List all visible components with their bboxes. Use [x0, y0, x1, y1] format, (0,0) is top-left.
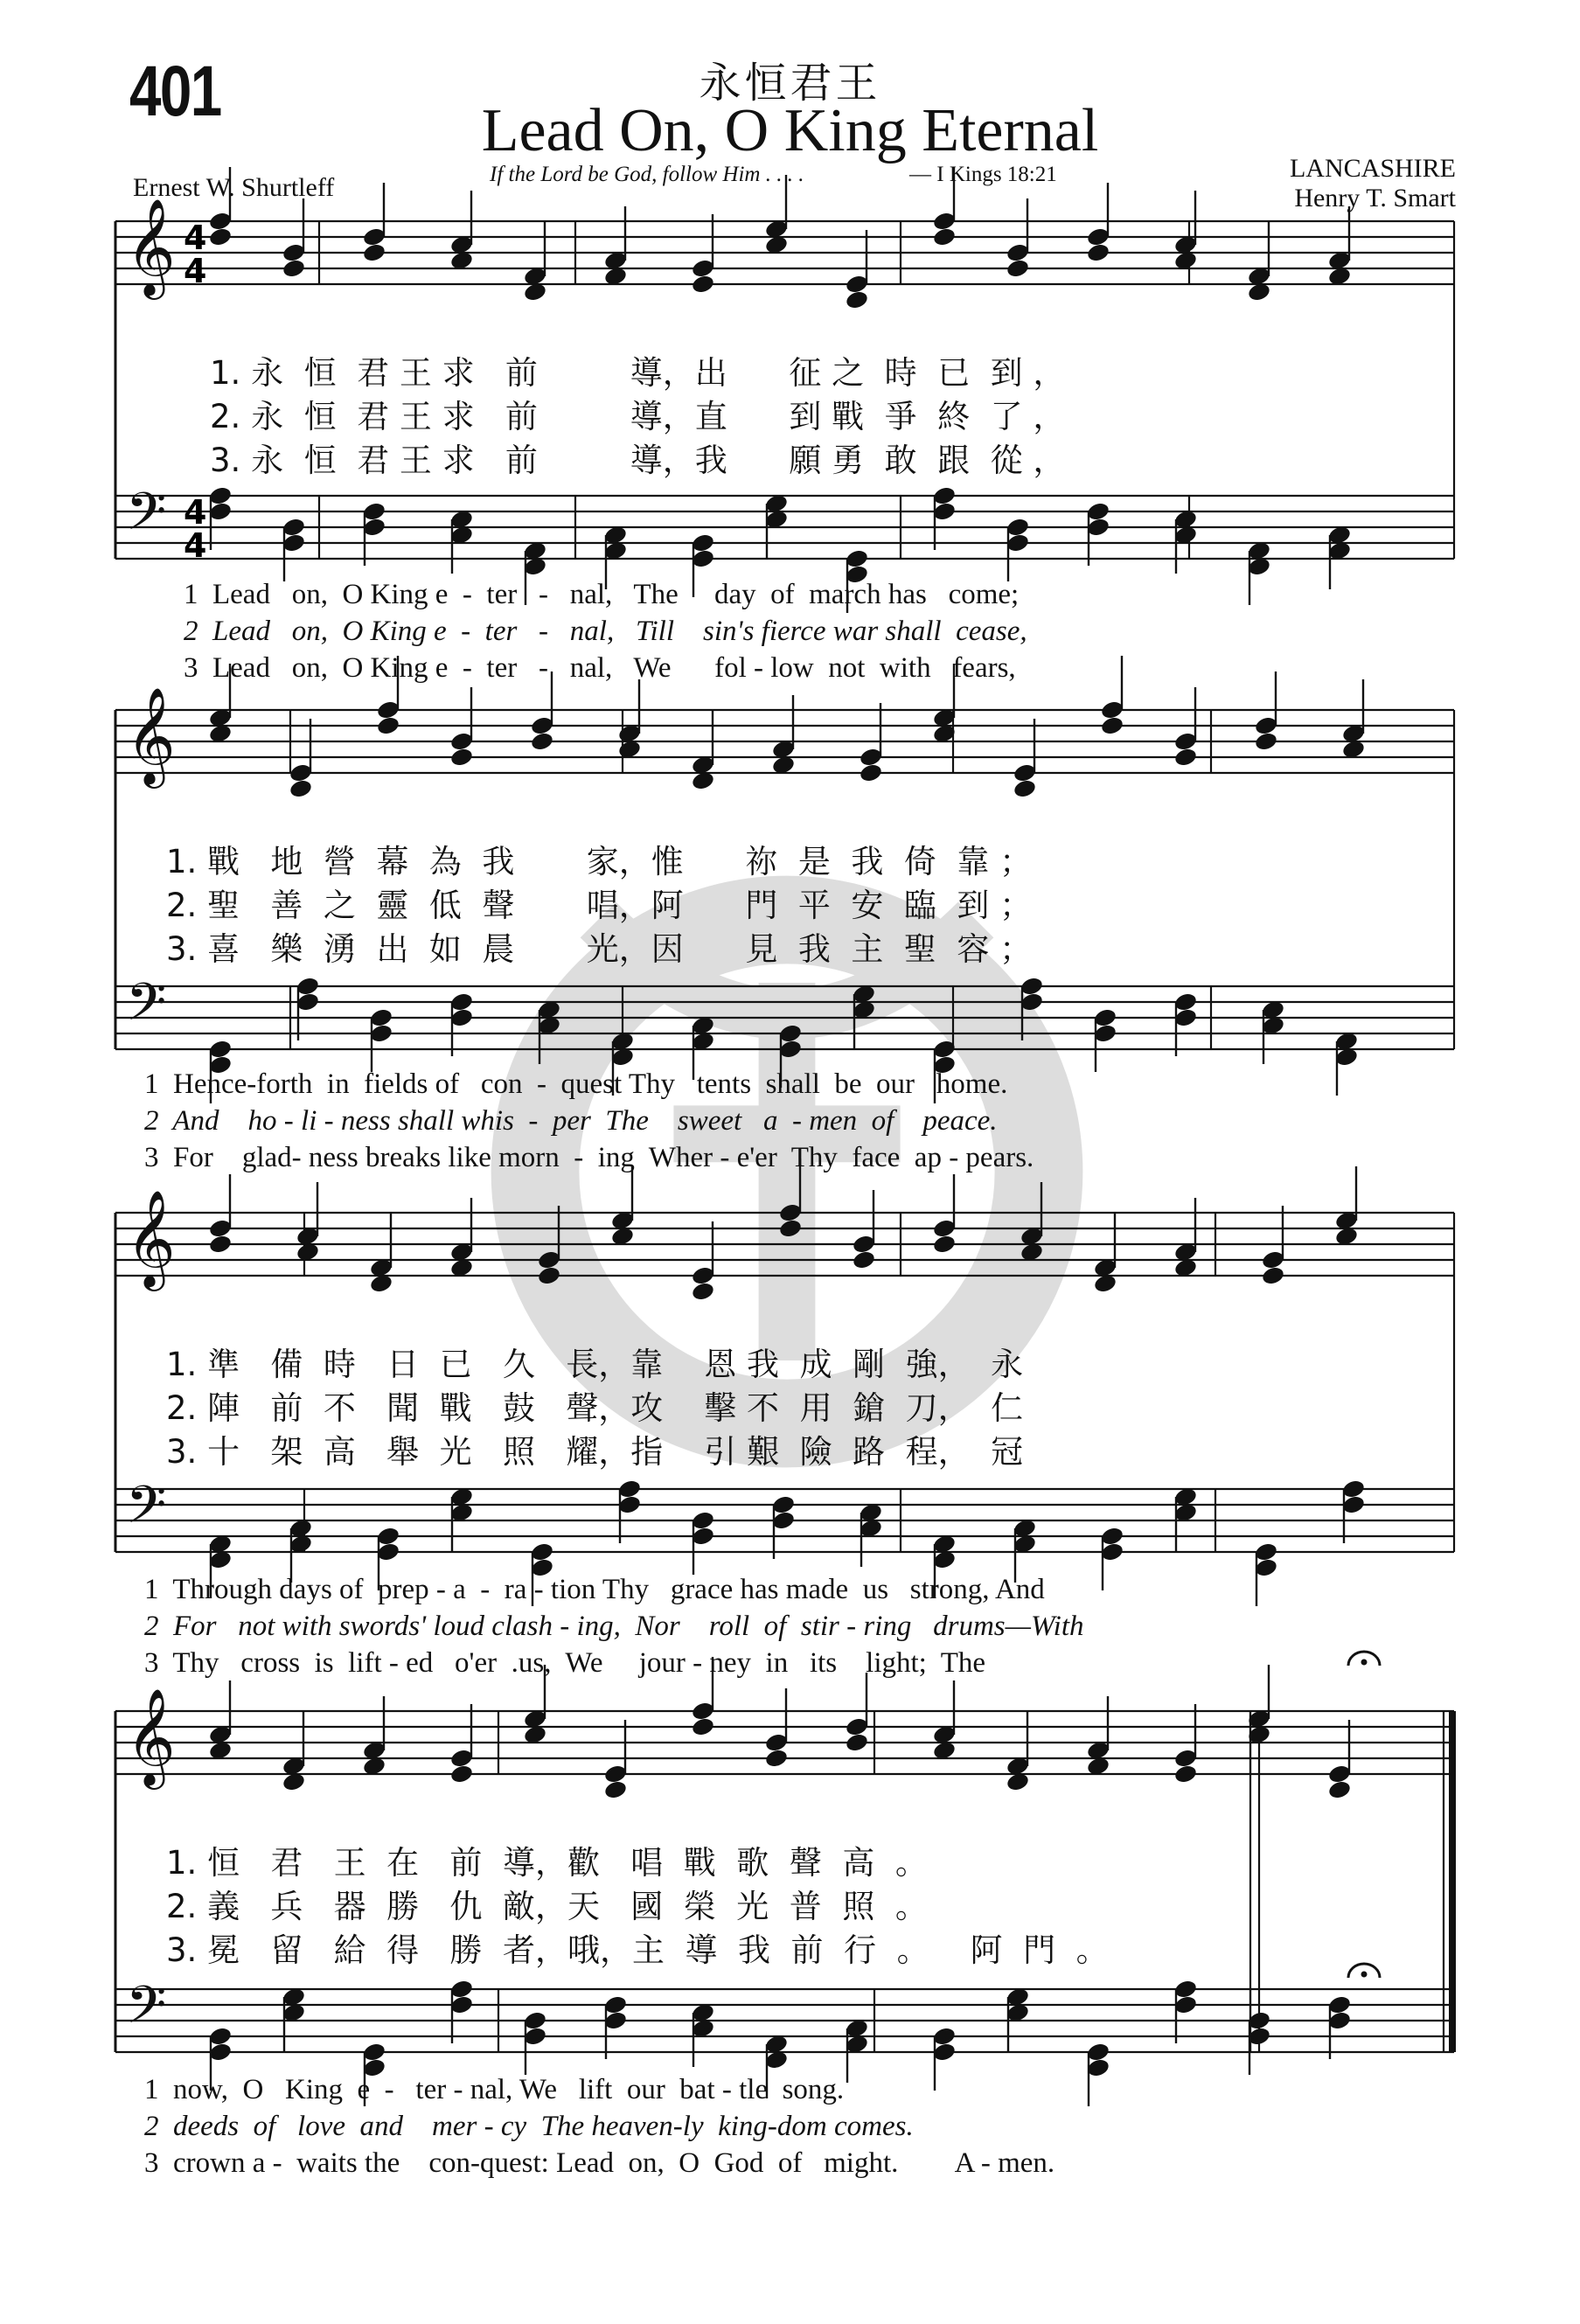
notehead	[845, 289, 869, 310]
lyric-zh-s2-v3: 3. 喜 樂 湧 出 如 晨 光，因 見 我 主 聖 容 ；	[166, 930, 1033, 968]
lyric-zh-s4-v1: 1. 恒 君 王 在 前 導，歡 唱 戰 歌 聲 高 。	[166, 1844, 928, 1882]
notehead	[1086, 242, 1110, 263]
lyric-en-s1-v1: 1 Lead on, O King e - ter - nal, The day of march has come;	[184, 579, 1020, 610]
lyric-en-s2-v3: 3 For glad- ness breaks like morn - ing Wher - e'er Thy face ap - pears.	[144, 1142, 1034, 1173]
composer: Henry T. Smart	[1294, 184, 1456, 212]
notehead	[289, 778, 313, 799]
treble-clef-icon: 𝄞	[126, 686, 176, 784]
notehead	[208, 1234, 233, 1255]
notehead	[449, 1764, 474, 1785]
time-signature-top: 4	[184, 493, 207, 532]
notehead	[845, 1732, 869, 1753]
scripture-quote: If the Lord be God, follow Him . . . .	[490, 163, 804, 186]
notehead	[932, 1234, 957, 1255]
notehead	[1173, 1764, 1198, 1785]
notehead	[778, 1218, 803, 1239]
notehead	[691, 1716, 715, 1737]
english-title: Lead On, O King Eternal	[481, 97, 1099, 164]
notehead	[1100, 715, 1124, 736]
notehead	[362, 242, 386, 263]
notehead	[852, 1249, 876, 1270]
time-signature-bottom: 4	[184, 526, 207, 565]
lyric-zh-s2-v2: 2. 聖 善 之 靈 低 聲 唱，阿 門 平 安 臨 到 ；	[166, 887, 1033, 924]
notehead	[764, 1748, 789, 1769]
bass-clef-icon: 𝄢	[126, 1974, 167, 2048]
lyric-en-s2-v1: 1 Hence-forth in fields of con - quest Thy tents shall be our home.	[144, 1068, 1008, 1100]
lyric-en-s3-v1: 1 Through days of prep - a - ra - tion Thy grace has made us strong, And	[144, 1574, 1045, 1605]
fermata-dot	[1361, 1660, 1368, 1666]
lyric-en-s4-v2: 2 deeds of love and mer - cy The heaven-ly king-dom comes.	[144, 2111, 914, 2142]
notehead	[691, 1281, 715, 1302]
notehead	[449, 747, 474, 768]
lyric-en-s3-v3: 3 Thy cross is lift - ed o'er .us, We jour - ney in its light; The	[144, 1647, 986, 1679]
lyric-zh-s2-v1: 1. 戰 地 營 幕 為 我 家，惟 祢 是 我 倚 靠 ；	[166, 843, 1033, 880]
time-signature-bottom: 4	[184, 252, 207, 290]
barline-final-thick	[1449, 1711, 1456, 2052]
notehead	[859, 762, 883, 783]
lyric-zh-s3-v1: 1. 準 備 時 日 已 久 長，靠 恩 我 成 剛 強， 永	[166, 1346, 1024, 1383]
notehead	[1173, 747, 1198, 768]
tune-name: LANCASHIRE	[1289, 154, 1456, 183]
bass-clef-icon: 𝄢	[126, 481, 167, 554]
scripture-reference: — I Kings 18:21	[909, 163, 1057, 186]
chinese-title: 永恒君王	[699, 59, 881, 108]
lyric-zh-s3-v2: 2. 陣 前 不 聞 戰 鼓 聲，攻 擊 不 用 鎗 刀， 仁	[166, 1389, 1024, 1427]
lyric-zh-s1-v3: 3. 永 恒 君 王 求 前 導，我 願 勇 敢 跟 從 ，	[210, 442, 1066, 479]
notehead	[1327, 1779, 1352, 1800]
lyric-zh-s1-v1: 1. 永 恒 君 王 求 前 導，出 征 之 時 已 到 ，	[210, 354, 1066, 392]
lyric-en-s1-v2: 2 Lead on, O King e - ter - nal, Till sin's fierce war shall cease,	[184, 616, 1027, 647]
notehead	[530, 731, 554, 752]
hymn-number: 401	[129, 52, 221, 131]
notehead	[208, 226, 233, 247]
time-signature-top: 4	[184, 219, 207, 257]
notehead	[932, 226, 957, 247]
fermata-dot	[1361, 1972, 1368, 1978]
lyric-en-s2-v2: 2 And ho - li - ness shall whis - per The sweet a - men of peace.	[144, 1105, 998, 1137]
lyric-zh-s1-v2: 2. 永 恒 君 王 求 前 導，直 到 戰 爭 終 了 ，	[210, 398, 1066, 435]
notehead	[1254, 731, 1278, 752]
notehead	[1013, 778, 1037, 799]
lyric-en-s1-v3: 3 Lead on, O King e - ter - nal, We fol - low not with fears,	[184, 652, 1016, 684]
lyric-en-s3-v2: 2 For not with swords' loud clash - ing, Nor roll of stir - ring drums—With	[144, 1611, 1084, 1642]
bass-clef-icon: 𝄢	[126, 971, 167, 1045]
bass-clef-icon: 𝄢	[126, 1474, 167, 1548]
notehead	[376, 715, 400, 736]
notehead	[691, 274, 715, 295]
lyric-en-s4-v3: 3 crown a - waits the con-quest: Lead on, O God of might. A - men.	[144, 2147, 1055, 2179]
treble-clef-icon: 𝄞	[126, 198, 176, 296]
lyric-zh-s4-v3: 3. 冕 留 給 得 勝 者，哦，主 導 我 前 行 。 阿 門 。	[166, 1931, 1109, 1969]
author: Ernest W. Shurtleff	[133, 173, 335, 202]
lyric-en-s4-v1: 1 now, O King e - ter - nal, We lift our bat - tle song.	[144, 2074, 845, 2105]
notehead	[282, 258, 306, 279]
treble-clef-icon: 𝄞	[126, 1687, 176, 1785]
lyric-zh-s3-v3: 3. 十 架 高 舉 光 照 耀，指 引 艱 險 路 程， 冠	[166, 1433, 1024, 1471]
notehead	[603, 1779, 628, 1800]
notehead	[1006, 258, 1030, 279]
notehead	[1261, 1265, 1285, 1286]
notehead	[537, 1265, 561, 1286]
lyric-zh-s4-v2: 2. 義 兵 器 勝 仇 敵，天 國 榮 光 普 照 。	[166, 1888, 928, 1925]
treble-clef-icon: 𝄞	[126, 1189, 176, 1287]
